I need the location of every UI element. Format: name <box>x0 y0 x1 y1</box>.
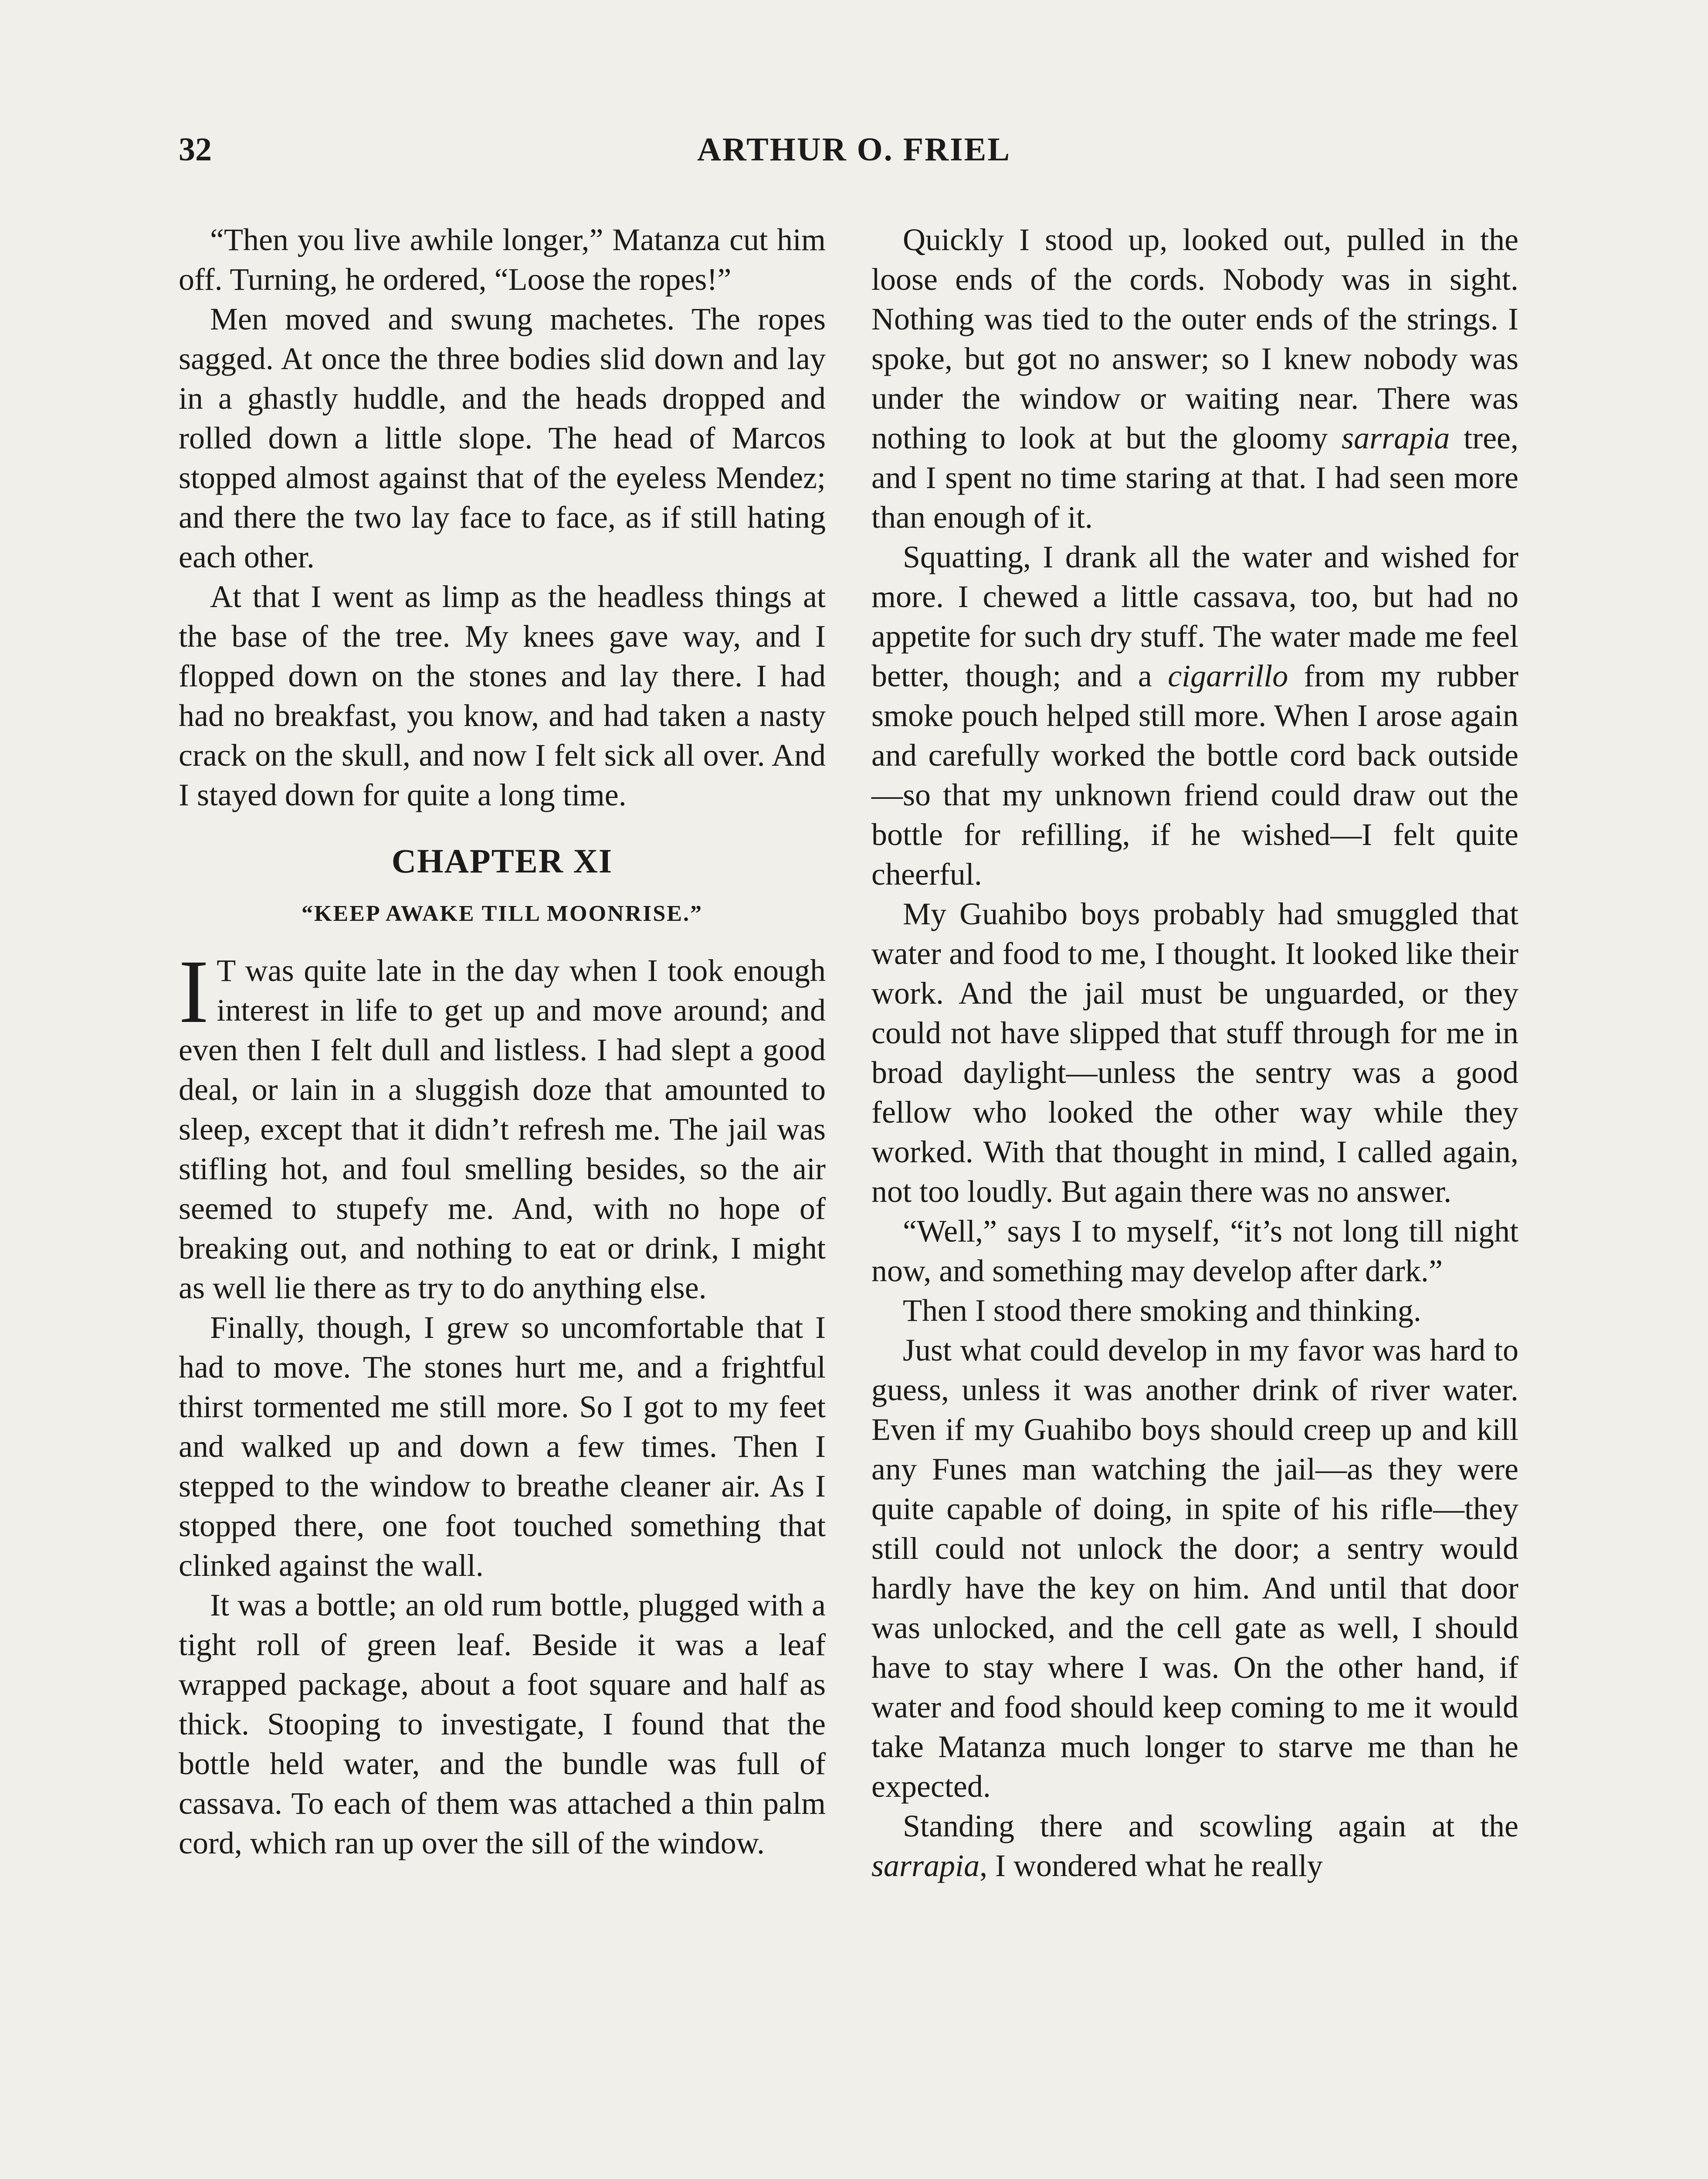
page-header <box>179 131 1529 179</box>
paragraph: Just what could develop in my favor was hard to guess, unless it was another drink of river water. Even if my Guahibo boys should creep up and kill any Funes man watching the jail—as they were quite capable of doing, in spite of his rifle—they still could not unlock the door; a sentry would hardly have the key on him. And until that door was unlocked, and the cell gate as well, I should have to stay where I was. On the other hand, if water and food should keep coming to me it would take Matanza much longer to starve me than he expected. <box>871 1333 1518 1804</box>
italic-word: sarrapia <box>871 1848 980 1883</box>
italic-word: sarrapia <box>1342 421 1450 455</box>
paragraph: “Well,” says I to myself, “it’s not long till night now, and something may develop after dark.” <box>871 1214 1518 1288</box>
paragraph: “Then you live awhile longer,” Matanza cut him off. Turning, he ordered, “Loose the ropes!” <box>179 222 826 297</box>
paragraph: It was a bottle; an old rum bottle, plugged with a tight roll of green leaf. Beside it was a leaf wrapped package, about a foot square and half as thick. Stooping to investigate, I found that the bottle held water, and the bundle was full of cassava. To each of them was attached a thin palm cord, which ran up over the sill of the window. <box>179 1588 826 1860</box>
paragraph <box>871 220 1518 537</box>
paragraph: At that I went as limp as the headless things at the base of the tree. My knees gave way, and I flopped down on the stones and lay there. I had had no breakfast, you know, and had taken a nasty crack on the skull, and now I felt sick all over. And I stayed down for quite a long time. <box>179 579 826 812</box>
paragraph <box>871 1806 1518 1886</box>
paragraph-text: , I wondered what he really <box>979 1848 1323 1883</box>
paragraph-text: Standing there and scowling again at the <box>903 1809 1518 1843</box>
drop-cap: I <box>179 941 209 1042</box>
paragraph-text: Squatting, I drank all the water and wished for more. I chewed a little cassava, too, but had no appetite for such dry stuff. The water made me feel better, though; and a <box>871 540 1518 693</box>
paragraph: My Guahibo boys probably had smuggled that water and food to me, I thought. It looked like their work. And the jail must be unguarded, or they could not have slipped that stuff through for me in broad daylight—unless the sentry was a good fellow who looked the other way while they worked. With that thought in mind, I called again, not too loudly. But again there was no answer. <box>871 896 1518 1209</box>
paragraph: Finally, though, I grew so uncomfortable that I had to move. The stones hurt me, and a frightful thirst tormented me still more. So I got to my feet and walked up and down a few times. Then I stepped to the window to breathe cleaner air. As I stopped there, one foot touched something that clinked against the wall. <box>179 1310 826 1583</box>
paragraph-text: Quickly I stood up, looked out, pulled in the loose ends of the cords. Nobody was in sight. Nothing was tied to the outer ends of the strings. I spoke, but got no answer; so I knew nobody was under the window or waiting near. There was nothing to look at but the gloomy <box>871 222 1518 455</box>
left-column <box>179 220 826 1863</box>
right-column <box>871 220 1518 1886</box>
italic-word: cigarrillo <box>1168 658 1288 693</box>
chapter-opening-paragraph <box>179 941 826 1308</box>
paragraph: Men moved and swung machetes. The ropes sagged. At once the three bodies slid down and lay in a ghastly huddle, and the heads dropped and rolled down a little slope. The head of Marcos stopped almost against that of the eyeless Mendez; and there the two lay face to face, as if still hating each other. <box>179 302 826 574</box>
paragraph-text: from my rubber smoke pouch helped still more. When I arose again and carefully worked the bottle cord back outside—so that my unknown friend could draw out the bottle for refilling, if he wished—I felt quite cheerful. <box>871 658 1519 892</box>
chapter-subtitle: “KEEP AWAKE TILL MOONRISE.” <box>302 901 703 926</box>
paragraph-text: tree, and I spent no time staring at that. I had seen more than enough of it. <box>871 421 1519 535</box>
running-title: ARTHUR O. FRIEL <box>697 131 1011 168</box>
paragraph-text: T was quite late in the day when I took enough interest in life to get up and move around; and even then I felt dull and listless. I had slept a good deal, or lain in a sluggish doze that amounted to sleep, except that it didn’t refresh me. The jail was stifling hot, and foul smelling besides, so the air seemed to stupefy me. And, with no hope of breaking out, and nothing to eat or drink, I might as well lie there as try to do anything else. <box>179 953 826 1305</box>
page-number: 32 <box>179 131 212 168</box>
paragraph: Then I stood there smoking and thinking. <box>903 1293 1421 1328</box>
chapter-heading: CHAPTER XI <box>391 842 613 880</box>
paragraph <box>871 537 1518 894</box>
